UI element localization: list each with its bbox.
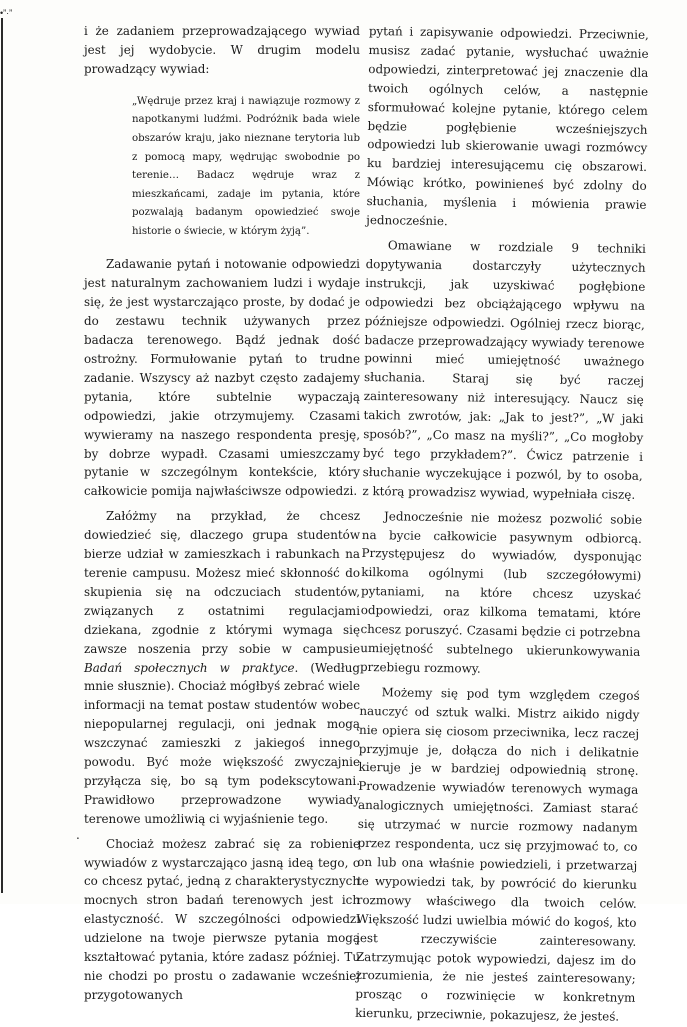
- paragraph: pytań i zapisywanie odpowiedzi. Przeciwnie, musisz zadać pytanie, wysłuchać uważnie odpowiedzi, zinterpretować jej znaczenie dla twoich ogólnych celów, a następnie sformułować kolejne pytanie, którego celem będzie pogłębienie wcześniejszych odpowiedzi lub skierowanie uwagi rozmówcy ku bardziej interesującemu cię obszarowi. Mówiąc krótko, powinieneś być zdolny do słuchania, myślenia i mówienia prawie jednocześnie.: [366, 23, 649, 229]
- paragraph: i że zadaniem przeprowadzającego wywiad jest jej wydobycie. W drugim modelu prowadzący wywiad:: [84, 24, 360, 76]
- book-title: Badań społecznych w praktyce: [84, 660, 295, 675]
- paragraph: Omawiane w rozdziale 9 techniki dopytywania dostarczyły użytecznych instrukcji, jak uzyskiwać pogłębione odpowiedzi bez obciążającego wpływu na późniejsze odpowiedzi. Ogólniej rzecz biorąc, badacze przeprowadzający wywiady terenowe powinni mieć umiejętność uważnego słuchania. Staraj się być raczej zainteresowany niż interesujący. Naucz się takich zwrotów, jak: „Jak to jest?”, „W jaki sposób?”, „Co masz na myśli?”, „Co mogłoby być tego przykładem?”. Ćwicz patrzenie i słuchanie wyczekujące i pozwól, by to osoba, z którą prowadzisz wywiad, wypełniała ciszę.: [362, 238, 646, 502]
- paragraph: [84, 507, 360, 828]
- corner-marker: •”·”: [0, 8, 13, 18]
- left-column: [84, 22, 360, 1005]
- stray-mark: .: [76, 828, 80, 842]
- block-quote: „Wędruje przez kraj i nawiązuje rozmowy z napotkanymi ludźmi. Podróżnik bada wiele obszarów kraju, jako nieznane terytoria lub z pomocą mapy, wędrując swobodnie po terenie… Badacz wędruje wraz z mieszkańcami, zadaje im pytania, które pozwalają badanym opowiedzieć swoje historie o świecie, w którym żyją”.: [132, 95, 360, 237]
- paragraph: Zadawanie pytań i notowanie odpowiedzi jest naturalnym zachowaniem ludzi i wydaje się, że jest wystarczająco proste, by dodać je do zestawu technik używanych przez badacza terenowego. Bądź jednak dość ostrożny. Formułowanie pytań to trudne zadanie. Wszyscy aż nazbyt często zadajemy pytania, które subtelnie wypaczają odpowiedzi, jakie otrzymujemy. Czasami wywieramy na naszego respondenta presję, by dobrze wypadł. Czasami umieszczamy pytanie w szczególnym kontekście, który całkowicie pomija najwłaściwsze odpowiedzi.: [84, 257, 360, 499]
- paragraph-text: Załóżmy na przykład, że chcesz dowiedzieć się, dlaczego grupa studentów bierze udział w zamieszkach i rabunkach na terenie campusu. Możesz mieć skłonność do skupienia się na odczuciach studentów, związanych z ostatnimi regulacjami dziekana, zgodnie z którymi wymaga się zawsze noszenia przy sobie w campusie: [84, 509, 360, 656]
- paragraph: Możemy się pod tym względem czegoś nauczyć od sztuk walki. Mistrz aikido nigdy nie opiera się ciosom przeciwnika, lecz raczej przyjmuje je, dołącza do nich i delikatnie kieruje je w bardziej odpowiednią stronę. Prowadzenie wywiadów terenowych wymaga analogicznych umiejętności. Zamiast starać się utrzymać w nurcie rozmowy nadanym przez respondenta, ucz się przyjmować to, co on lub ona właśnie powiedzieli, i przetwarzaj te wypowiedzi tak, by powrócić do kierunku rozmowy właściwego dla twoich celów. Większość ludzi uwielbia mówić do kogoś, kto jest rzeczywiście zainteresowany. Zatrzymując potok wypowiedzi, dajesz im do zrozumienia, że nie jesteś zainteresowany; prosząc o rozwinięcie w konkretnym kierunku, przeciwnie, pokazujesz, że jesteś.: [355, 685, 640, 1024]
- paragraph: Jednocześnie nie możesz pozwolić sobie na bycie całkowicie pasywnym odbiorcą. Przystępujesz do wywiadów, dysponując kilkoma ogólnymi (lub szczegółowymi) pytaniami, na które chcesz uzyskać odpowiedzi, oraz kilkoma tematami, które chcesz poruszyć. Czasami będzie ci potrzebna umiejętność subtelnego ukierunkowywania przebiegu rozmowy.: [359, 508, 643, 676]
- page-edge-shadow: [1, 18, 3, 893]
- right-column: [355, 22, 649, 1027]
- paragraph: Chociaż możesz zabrać się za robienie wywiadów z wystarczająco jasną ideą tego, o co chcesz pytać, jedną z charakterystycznych mocnych stron badań terenowych jest ich elastyczność. W szczególności odpowiedzi udzielone na twoje pierwsze pytania mogą kształtować pytania, które zadasz później. Tu nie chodzi po prostu o zadawanie wcześniej przygotowanych: [84, 836, 360, 1002]
- paragraph-text: . (Według mnie słusznie). Chociaż mógłbyś zebrać wiele informacji na temat postaw studentów wobec niepopularnej regulacji, oni jednak mogą wszczynać zamieszki z jakiegoś innego powodu. Być może większość zwyczajnie przyłącza się, bo są tym podekscytowani. Prawidłowo przeprowadzone wywiady terenowe umożliwią ci wyjaśnienie tego.: [84, 660, 360, 826]
